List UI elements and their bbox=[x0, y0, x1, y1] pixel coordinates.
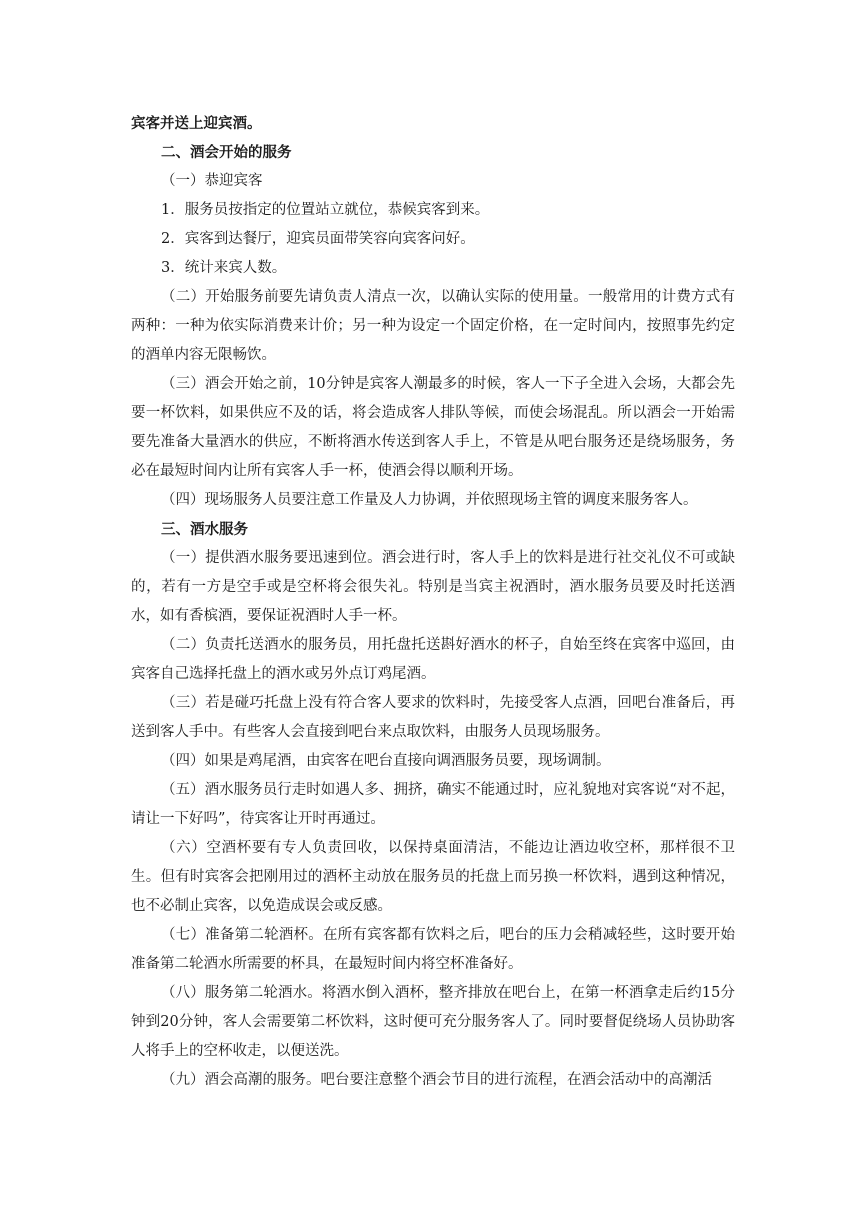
paragraph-special-orders: （三）若是碰巧托盘上没有符合客人要求的饮料时，先接受客人点酒，回吧台准备后，再送到客人手中。有些客人会直接到吧台来点取饮料，由服务人员现场服务。 bbox=[131, 695, 735, 740]
section-heading-opening-service: 二、酒会开始的服务 bbox=[161, 144, 292, 161]
paragraph-climax-service: （九）酒会高潮的服务。吧台要注意整个酒会节目的进行流程，在酒会活动中的高潮活 bbox=[161, 1072, 712, 1088]
paragraph-staff-coordination: （四）现场服务人员要注意工作量及人力协调，并依照现场主管的调度来服务客人。 bbox=[161, 492, 698, 508]
paragraph-billing: （二）开始服务前要先请负责人清点一次，以确认实际的使用量。一般常用的计费方式有两种：一种为依实际消费来计价；另一种为设定一个固定价格，在一定时间内，按照事先约定的酒单内容无限畅饮。 bbox=[131, 289, 735, 363]
list-item-2: 2．宾客到达餐厅，迎宾员面带笑容向宾客问好。 bbox=[161, 231, 475, 247]
paragraph-empty-glasses: （六）空酒杯要有专人负责回收，以保持桌面清洁，不能边让酒边收空杯，那样很不卫生。但有时宾客会把刚用过的酒杯主动放在服务员的托盘上而另换一杯饮料，遇到这种情况，也不必制止宾客，以免造成误会或反感。 bbox=[131, 840, 735, 914]
document-body bbox=[131, 109, 735, 1095]
section-heading-drink-service: 三、酒水服务 bbox=[161, 521, 248, 538]
paragraph-cocktails: （四）如果是鸡尾酒，由宾客在吧台直接向调酒服务员要，现场调制。 bbox=[161, 753, 611, 769]
paragraph-second-round-service: （八）服务第二轮酒水。将酒水倒入酒杯，整齐排放在吧台上，在第一杯酒拿走后约15分钟到20分钟，客人会需要第二杯饮料，这时便可充分服务客人了。同时要督促绕场人员协助客人将手上的空杯收走，以便送洗。 bbox=[131, 985, 735, 1059]
subsection-welcome-guests: （一）恭迎宾客 bbox=[161, 173, 263, 189]
paragraph-second-round-glasses: （七）准备第二轮酒杯。在所有宾客都有饮料之后，吧台的压力会稍减轻些，这时要开始准备第二轮酒水所需要的杯具，在最短时间内将空杯准备好。 bbox=[131, 927, 735, 972]
paragraph-prompt-service: （一）提供酒水服务要迅速到位。酒会进行时，客人手上的饮料是进行社交礼仪不可或缺的，若有一方是空手或是空杯将会很失礼。特别是当宾主祝酒时，酒水服务员要及时托送酒水，如有香槟酒，要保证祝酒时人手一杯。 bbox=[131, 550, 735, 624]
list-item-3: 3．统计来宾人数。 bbox=[161, 260, 287, 276]
continued-paragraph: 宾客并送上迎宾酒。 bbox=[131, 115, 262, 132]
paragraph-tray-service: （二）负责托送酒水的服务员，用托盘托送斟好酒水的杯子，自始至终在宾客中巡回，由宾客自己选择托盘上的酒水或另外点订鸡尾酒。 bbox=[131, 637, 735, 682]
list-item-1: 1．服务员按指定的位置站立就位，恭候宾客到来。 bbox=[161, 202, 490, 218]
paragraph-crowded-walkway: （五）酒水服务员行走时如遇人多、拥挤，确实不能通过时，应礼貌地对宾客说“对不起，请让一下好吗”，待宾客让开时再通过。 bbox=[131, 782, 735, 827]
paragraph-opening-rush: （三）酒会开始之前，10分钟是宾客人潮最多的时候，客人一下子全进入会场，大都会先要一杯饮料，如果供应不及的话，将会造成客人排队等候，而使会场混乱。所以酒会一开始需要先准备大量酒水的供应，不断将酒水传送到客人手上，不管是从吧台服务还是绕场服务，务必在最短时间内让所有宾客人手一杯，使酒会得以顺利开场。 bbox=[131, 376, 735, 479]
